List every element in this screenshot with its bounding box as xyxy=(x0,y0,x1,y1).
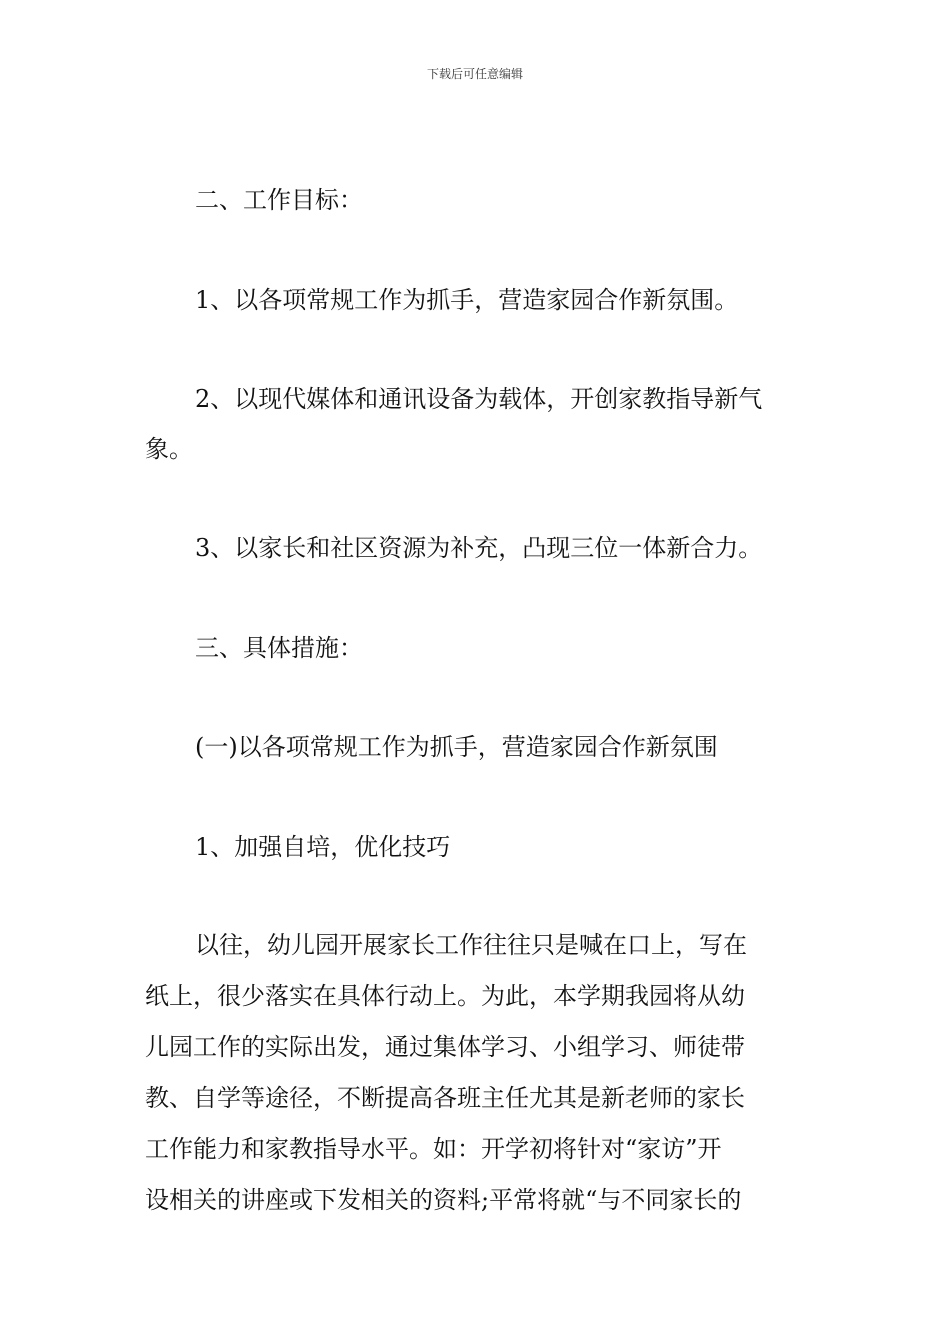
paragraph-line-1: 以往，幼儿园开展家长工作往往只是喊在口上，写在 xyxy=(195,931,747,959)
paragraph-line-2: 纸上，很少落实在具体行动上。为此，本学期我园将从幼 xyxy=(145,982,745,1010)
paragraph-line-4: 教、自学等途径，不断提高各班主任尤其是新老师的家长 xyxy=(145,1084,745,1112)
subsection-title-1: (一)以各项常规工作为抓手，营造家园合作新氛围 xyxy=(195,733,718,761)
item-title-1: 1、加强自培，优化技巧 xyxy=(195,833,451,861)
section-title-measures: 三、具体措施： xyxy=(195,634,363,662)
section-title-goals: 二、工作目标： xyxy=(195,186,363,214)
page-header: 下载后可任意编辑 xyxy=(426,67,523,81)
paragraph-line-6: 设相关的讲座或下发相关的资料;平常将就“与不同家长的 xyxy=(145,1186,742,1214)
goal-item-2-line-2: 象。 xyxy=(145,435,193,463)
goal-item-3: 3、以家长和社区资源为补充，凸现三位一体新合力。 xyxy=(195,534,763,562)
goal-item-2-line-1: 2、以现代媒体和通讯设备为载体，开创家教指导新气 xyxy=(195,385,763,413)
paragraph-line-5: 工作能力和家教指导水平。如：开学初将针对“家访”开 xyxy=(145,1135,722,1163)
goal-item-1: 1、以各项常规工作为抓手，营造家园合作新氛围。 xyxy=(195,286,739,314)
paragraph-line-3: 儿园工作的实际出发，通过集体学习、小组学习、师徒带 xyxy=(145,1033,745,1061)
